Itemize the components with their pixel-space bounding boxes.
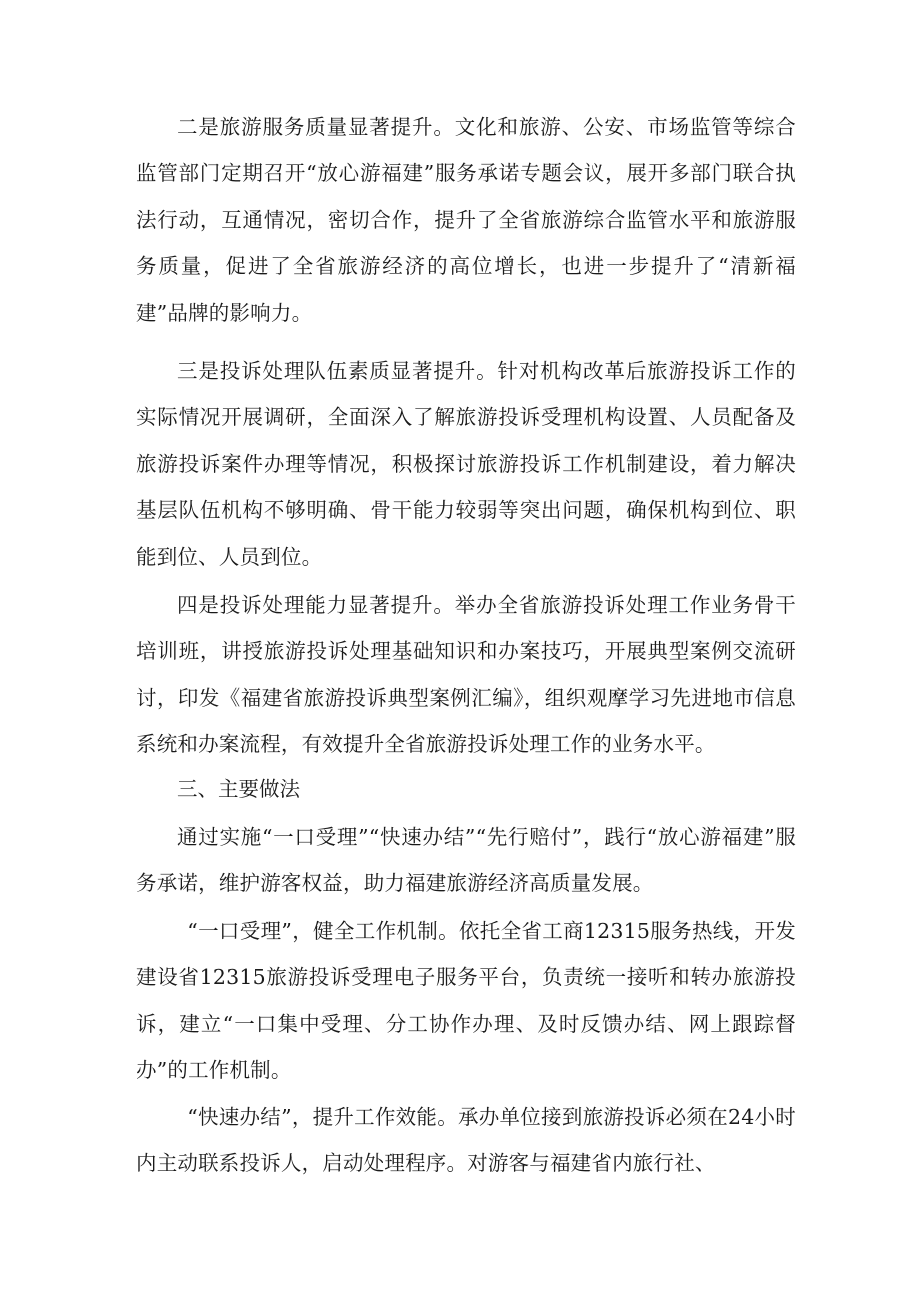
paragraph-service-quality: 二是旅游服务质量显著提升。文化和旅游、公安、市场监管等综合监管部门定期召开“放心游福建”服务承诺专题会议，展开多部门联合执法行动，互通情况，密切合作，提升了全省旅游综合监管水平和旅游服务质量，促进了全省旅游经济的高位增长，也进一步提升了“清新福建”品牌的影响力。 bbox=[136, 115, 796, 325]
section-heading: 三、主要做法 bbox=[177, 777, 300, 801]
paragraph-handling-capacity: 四是投诉处理能力显著提升。举办全省旅游投诉处理工作业务骨干培训班，讲授旅游投诉处理基础知识和办案技巧，开展典型案例交流研讨，印发《福建省旅游投诉典型案例汇编》，组织观摩学习先进地市信息系统和办案流程，有效提升全省旅游投诉处理工作的业务水平。 bbox=[136, 593, 796, 757]
paragraph-fast-resolution: “快速办结”，提升工作效能。承办单位接到旅游投诉必须在24小时内主动联系投诉人，启动处理程序。对游客与福建省内旅行社、 bbox=[136, 1105, 796, 1176]
paragraph-team-quality: 三是投诉处理队伍素质显著提升。针对机构改革后旅游投诉工作的实际情况开展调研，全面深入了解旅游投诉受理机构设置、人员配备及旅游投诉案件办理等情况，积极探讨旅游投诉工作机制建设，着力解决基层队伍机构不够明确、骨干能力较弱等突出问题，确保机构到位、职能到位、人员到位。 bbox=[136, 359, 796, 569]
paragraph-one-stop-acceptance: “一口受理”，健全工作机制。依托全省工商12315服务热线，开发建设省12315旅游投诉受理电子服务平台，负责统一接听和转办旅游投诉，建立“一口集中受理、分工协作办理、及时反馈办结、网上跟踪督办”的工作机制。 bbox=[136, 919, 796, 1083]
paragraph-main-approach: 通过实施“一口受理”“快速办结”“先行赔付”，践行“放心游福建”服务承诺，维护游客权益，助力福建旅游经济高质量发展。 bbox=[136, 825, 796, 896]
